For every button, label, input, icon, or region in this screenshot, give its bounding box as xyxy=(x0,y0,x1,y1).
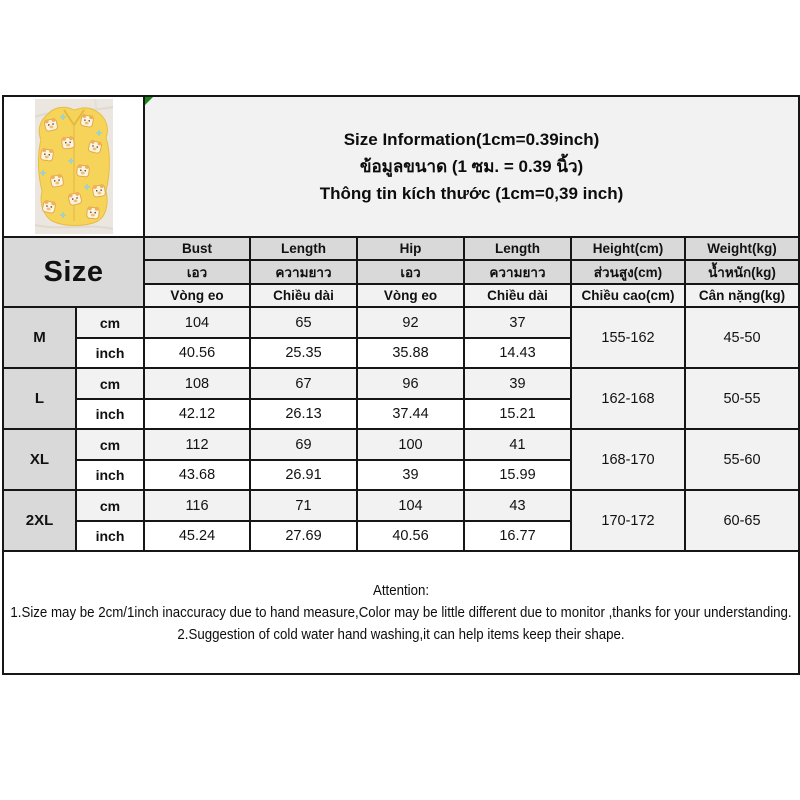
value-cm-1: 65 xyxy=(250,307,357,338)
pajama-shirt-photo xyxy=(35,99,113,234)
attention-heading: Attention: xyxy=(372,581,430,599)
attention-cell xyxy=(3,551,799,674)
header-height-en: Height(cm) xyxy=(571,237,685,260)
unit-label-cm: cm xyxy=(76,307,144,338)
weight-range: 60-65 xyxy=(685,490,799,551)
value-inch-2: 37.44 xyxy=(357,399,464,429)
header-hip-en: Hip xyxy=(357,237,464,260)
value-cm-0: 108 xyxy=(144,368,250,399)
weight-range: 45-50 xyxy=(685,307,799,368)
size-label: 2XL xyxy=(3,490,76,551)
title-cell xyxy=(144,96,799,237)
size-label: L xyxy=(3,368,76,429)
value-cm-3: 41 xyxy=(464,429,571,460)
size-label: XL xyxy=(3,429,76,490)
value-inch-1: 27.69 xyxy=(250,521,357,551)
value-inch-1: 26.13 xyxy=(250,399,357,429)
value-cm-3: 37 xyxy=(464,307,571,338)
attention-item-2: 2.Suggestion of cold water hand washing,it can help items keep their shape. xyxy=(177,625,625,643)
header-weight-en: Weight(kg) xyxy=(685,237,799,260)
value-cm-1: 69 xyxy=(250,429,357,460)
size-label: M xyxy=(3,307,76,368)
title-vietnamese: Thông tin kích thước (1cm=0,39 inch) xyxy=(319,184,624,203)
value-inch-2: 39 xyxy=(357,460,464,490)
weight-range: 50-55 xyxy=(685,368,799,429)
value-inch-3: 16.77 xyxy=(464,521,571,551)
value-cm-1: 71 xyxy=(250,490,357,521)
unit-label-cm: cm xyxy=(76,429,144,460)
title-row xyxy=(3,96,799,237)
value-inch-3: 15.99 xyxy=(464,460,571,490)
height-range: 162-168 xyxy=(571,368,685,429)
cell-corner-triangle-icon xyxy=(145,97,153,105)
size-row-2-cm xyxy=(3,429,799,460)
product-photo xyxy=(4,97,143,236)
header-length-th: ความยาว xyxy=(250,260,357,284)
weight-range: 55-60 xyxy=(685,429,799,490)
value-cm-0: 112 xyxy=(144,429,250,460)
unit-label-inch: inch xyxy=(76,521,144,551)
header-weight-th: น้ำหนัก(kg) xyxy=(685,260,799,284)
header-weight-vi: Cân nặng(kg) xyxy=(685,284,799,307)
header-length2-vi: Chiều dài xyxy=(464,284,571,307)
size-row-0-cm xyxy=(3,307,799,338)
title-english: Size Information(1cm=0.39inch) xyxy=(343,130,600,149)
header-hip-th: เอว xyxy=(357,260,464,284)
attention-text xyxy=(4,580,798,646)
value-cm-0: 116 xyxy=(144,490,250,521)
header-bust-th: เอว xyxy=(144,260,250,284)
header-row-english xyxy=(3,237,799,260)
header-hip-vi: Vòng eo xyxy=(357,284,464,307)
unit-label-inch: inch xyxy=(76,399,144,429)
header-length-en: Length xyxy=(250,237,357,260)
value-cm-2: 100 xyxy=(357,429,464,460)
size-row-3-cm xyxy=(3,490,799,521)
value-cm-3: 43 xyxy=(464,490,571,521)
value-inch-2: 35.88 xyxy=(357,338,464,368)
value-cm-2: 92 xyxy=(357,307,464,338)
unit-label-inch: inch xyxy=(76,460,144,490)
height-range: 168-170 xyxy=(571,429,685,490)
value-cm-1: 67 xyxy=(250,368,357,399)
value-cm-2: 104 xyxy=(357,490,464,521)
unit-label-cm: cm xyxy=(76,490,144,521)
size-row-1-cm xyxy=(3,368,799,399)
value-inch-0: 43.68 xyxy=(144,460,250,490)
header-bust-en: Bust xyxy=(144,237,250,260)
size-chart-table xyxy=(2,95,800,675)
header-height-th: ส่วนสูง(cm) xyxy=(571,260,685,284)
value-inch-0: 45.24 xyxy=(144,521,250,551)
value-inch-2: 40.56 xyxy=(357,521,464,551)
value-inch-0: 42.12 xyxy=(144,399,250,429)
unit-label-inch: inch xyxy=(76,338,144,368)
header-height-vi: Chiều cao(cm) xyxy=(571,284,685,307)
height-range: 155-162 xyxy=(571,307,685,368)
unit-label-cm: cm xyxy=(76,368,144,399)
value-inch-1: 25.35 xyxy=(250,338,357,368)
value-inch-3: 15.21 xyxy=(464,399,571,429)
header-bust-vi: Vòng eo xyxy=(144,284,250,307)
header-length2-th: ความยาว xyxy=(464,260,571,284)
height-range: 170-172 xyxy=(571,490,685,551)
value-inch-1: 26.91 xyxy=(250,460,357,490)
value-inch-3: 14.43 xyxy=(464,338,571,368)
header-length2-en: Length xyxy=(464,237,571,260)
value-cm-0: 104 xyxy=(144,307,250,338)
header-length-vi: Chiều dài xyxy=(250,284,357,307)
attention-row xyxy=(3,551,799,674)
product-photo-cell xyxy=(3,96,144,237)
value-cm-3: 39 xyxy=(464,368,571,399)
title-thai: ข้อมูลขนาด (1 ซม. = 0.39 นิ้ว) xyxy=(359,157,584,176)
value-inch-0: 40.56 xyxy=(144,338,250,368)
value-cm-2: 96 xyxy=(357,368,464,399)
attention-item-1: 1.Size may be 2cm/1inch inaccuracy due to hand measure,Color may be little different due to monitor ,thanks for your understanding. xyxy=(10,603,792,621)
size-corner-label: Size xyxy=(3,237,144,307)
